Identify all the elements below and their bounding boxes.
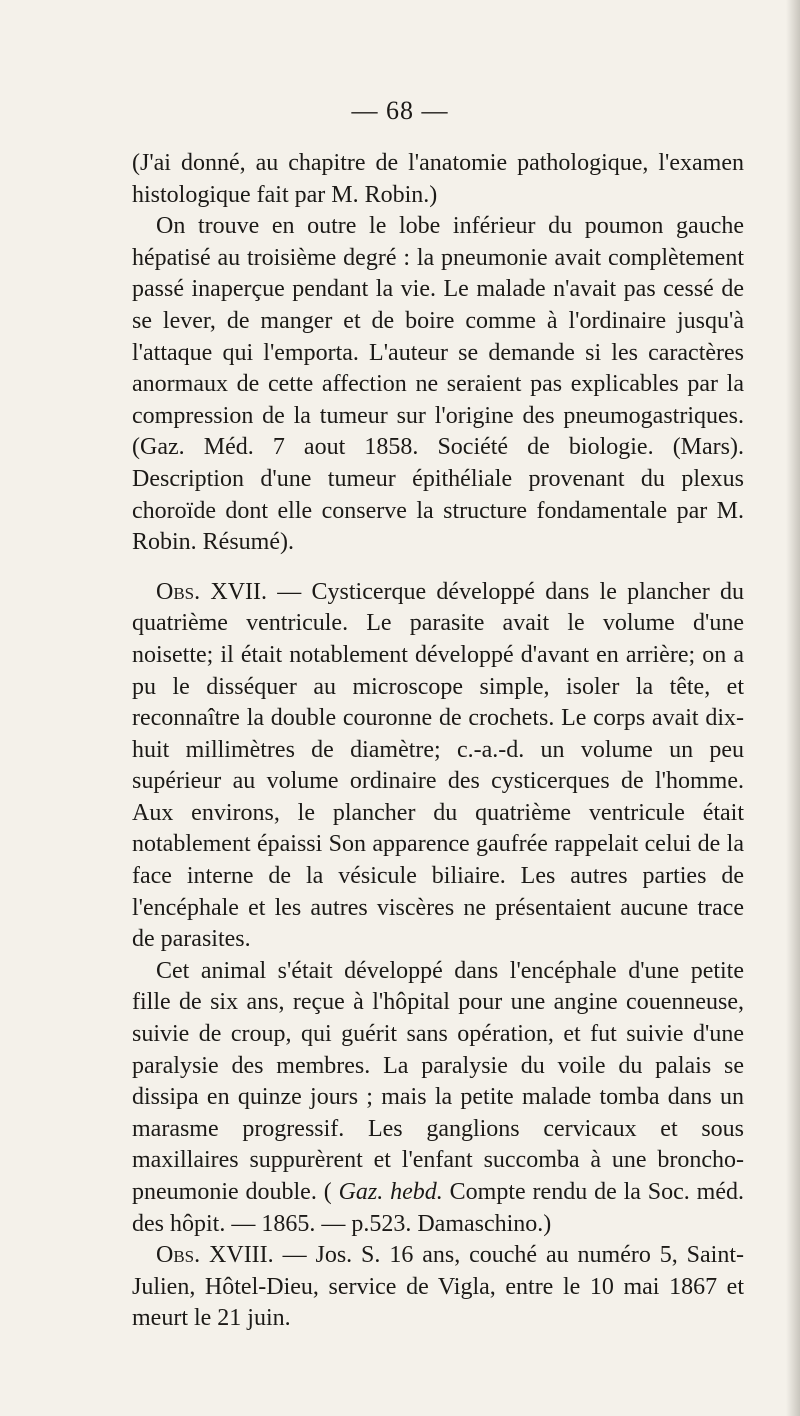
paragraph-histology-note: (J'ai donné, au chapitre de l'anatomie pathologique, l'examen histologique fait par M. Robin.) xyxy=(132,150,744,208)
body-text xyxy=(132,148,744,1335)
page-number: — 68 — xyxy=(351,96,449,125)
observation-label: Obs. XVII. xyxy=(156,578,268,605)
observation-text: — Jos. S. 16 ans, couché au numéro 5, Saint-Julien, Hôtel-Dieu, service de Vigla, entre le 10 mai 1867 et meurt le 21 juin. xyxy=(132,1242,744,1332)
journal-reference: Gaz. hebd. xyxy=(338,1179,443,1205)
observation-label: Obs. XVIII. xyxy=(156,1242,274,1269)
paragraph-pneumonia-findings: On trouve en outre le lobe inférieur du poumon gauche hépatisé au troisième degré : la pneumonie avait complètement passé inaperçue pendant la vie. Le malade n'avait pas cessé de se lever, de manger et de boire comme à l'ordinaire jusqu'à l'attaque qui l'emporta. L'auteur se demande si les caractères anormaux de cette affection ne seraient pas explicables par la compression de la tumeur sur l'origine des pneumogastriques. (Gaz. Méd. 7 aout 1858. Société de biologie. (Mars). Description d'une tumeur épithéliale provenant du plexus choroïde dont elle conserve la structure fondamentale par M. Robin. Résumé). xyxy=(132,213,744,556)
paragraph-case-history xyxy=(132,956,744,1240)
paragraph-observation-18 xyxy=(132,1240,744,1335)
paragraph-observation-17 xyxy=(132,577,744,956)
page-edge-shadow xyxy=(786,0,800,1416)
observation-text: — Cysticerque développé dans le plancher du quatrième ventricule. Le parasite avait le volume d'une noisette; il était notablement développé d'avant en arrière; on a pu le disséquer au microscope simple, isoler la tête, et reconnaître la double couronne de crochets. Le corps avait dix-huit millimètres de diamètre; c.-a.-d. un volume un peu supérieur au volume ordinaire des cysticerques de l'homme. Aux environs, le plancher du quatrième ventricule était notablement épaissi Son apparence gaufrée rappelait celui de la face interne de la vésicule biliaire. Les autres parties de l'encéphale et les autres viscères ne présentaient aucune trace de parasites. xyxy=(132,578,744,953)
case-history-text: Cet animal s'était développé dans l'encéphale d'une petite fille de six ans, reçue à l'hôpital pour une angine couenneuse, suivie de croup, qui guérit sans opération, et fut suivie d'une paralysie des membres. La paralysie du voile du palais se dissipa en quinze jours ; mais la petite malade tomba dans un marasme progressif. Les ganglions cervicaux et sous maxillaires suppurèrent et l'enfant succomba à une broncho-pneumonie double. ( xyxy=(132,957,744,1205)
case-history-citation: Compte rendu de la Soc. méd. des hôpit. — 1865. — p.523. Damaschino.) xyxy=(132,1179,744,1237)
